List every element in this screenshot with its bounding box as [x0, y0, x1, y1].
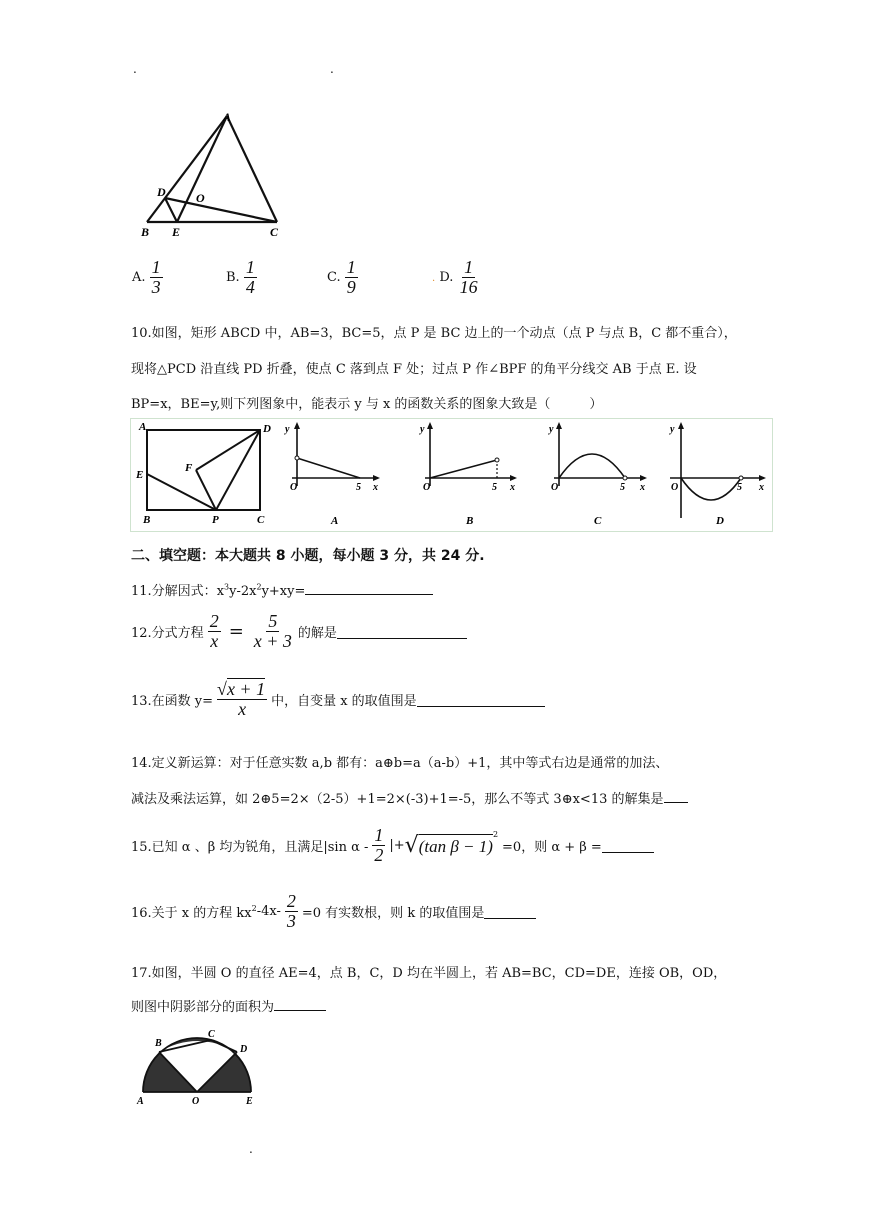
q10-graph-b: [419, 422, 517, 527]
q13: 13.在函数 y= $\frac{√x + 1}{x}$ 中，自变量 x 的取值围是: [131, 680, 545, 719]
svg-text:y: y: [285, 424, 290, 435]
q16: 16.关于 x 的方程 kx 2 -4x- $\frac{2}{3}$ =0 有实数根，则 k 的取值围是: [131, 892, 536, 931]
svg-text:B: B: [466, 515, 474, 527]
q10-figures-panel: [130, 418, 774, 532]
q17-label-C: C: [208, 1029, 215, 1040]
q17-answer-blank[interactable]: [274, 1010, 326, 1011]
q10-line2: 现将△PCD 沿直线 PD 折叠，使点 C 落到点 F 处；过点 P 作∠BPF 的角平分线交 AB 于点 E. 设: [131, 362, 697, 377]
q10-label-F: F: [185, 462, 193, 474]
section-2-header: 二、填空题：本大题共 8 小题，每小题 3 分，共 24 分.: [131, 548, 485, 564]
q9-label-C: C: [270, 225, 279, 238]
svg-text:x: x: [510, 482, 515, 493]
q10-label-E: E: [136, 469, 144, 481]
svg-text:O: O: [423, 482, 431, 493]
q10-label-B: B: [143, 514, 151, 526]
q10-label-C: C: [257, 514, 265, 526]
svg-text:x: x: [759, 482, 764, 493]
q17-label-A: A: [137, 1096, 144, 1106]
q10-graph-a: [284, 422, 380, 527]
q11-answer-blank[interactable]: [305, 594, 433, 595]
q12-answer-blank[interactable]: [337, 638, 467, 639]
svg-text:5: 5: [492, 482, 497, 493]
q13-answer-blank[interactable]: [417, 706, 545, 707]
q16-answer-blank[interactable]: [484, 918, 536, 919]
svg-text:O: O: [671, 482, 679, 493]
q9-label-O: O: [196, 191, 205, 205]
q10-label-D: D: [263, 423, 271, 435]
q14-line2: 减法及乘法运算，如 2⊕5=2×（2-5）+1=2×(-3)+1=-5，那么不等式 3⊕x<13 的解集是: [131, 788, 688, 807]
svg-text:5: 5: [620, 482, 625, 493]
q15-answer-blank[interactable]: [602, 852, 654, 853]
header-dot-right: .: [330, 62, 334, 76]
q9-label-B: B: [141, 225, 150, 238]
q17-label-O: O: [192, 1096, 200, 1106]
q9-label-E: E: [172, 225, 181, 238]
q17-label-B: B: [155, 1038, 162, 1049]
svg-text:D: D: [716, 515, 724, 527]
q11: 11.分解因式：$x^3y-2x^2y+xy=$: [131, 580, 433, 599]
svg-text:A: A: [331, 515, 339, 527]
q15: 15.已知 α 、β 均为锐角，且满足|sin α - $\frac{1}{2}$ |+ √ (tan β − 1) 2 =0，则 α + β =: [131, 826, 654, 865]
q17-label-D: D: [240, 1044, 248, 1055]
svg-text:5: 5: [356, 482, 361, 493]
q10-label-P: P: [212, 514, 219, 526]
svg-text:5: 5: [737, 482, 742, 493]
q17-label-E: E: [246, 1096, 253, 1106]
q12: 12.分式方程 $\frac{2}{x}$ = $\frac{5}{x + 3}$ 的解是: [131, 612, 467, 651]
q9-triangle-figure: [135, 108, 285, 238]
q17-line2: 则图中阴影部分的面积为: [131, 996, 326, 1015]
q10-line1: 10.如图，矩形 ABCD 中，AB=3，BC=5，点 P 是 BC 边上的一个动点（点 P 与点 B，C 都不重合），: [131, 326, 737, 341]
svg-text:y: y: [420, 424, 425, 435]
header-dot-left: .: [133, 62, 137, 76]
svg-text:y: y: [549, 424, 554, 435]
svg-text:O: O: [290, 482, 298, 493]
svg-text:C: C: [594, 515, 602, 527]
q9-label-D: D: [157, 185, 166, 199]
q17-line1: 17.如图，半圆 O 的直径 AE=4，点 B，C，D 均在半圆上，若 AB=BC，CD=DE，连接 OB，OD，: [131, 966, 727, 981]
svg-text:y: y: [670, 424, 675, 435]
q10-label-A: A: [139, 421, 147, 433]
q14-answer-blank[interactable]: [664, 802, 688, 803]
svg-text:x: x: [373, 482, 378, 493]
q9-option-b: B. $\frac{1}{4}$: [226, 257, 255, 297]
q17-semicircle-figure: [133, 1028, 263, 1106]
q9-option-c: C. $\frac{1}{9}$: [327, 257, 356, 297]
q14-line1: 14.定义新运算：对于任意实数 a,b 都有：a⊕b=a（a-b）+1，其中等式右边是通常的加法、: [131, 756, 669, 771]
svg-text:x: x: [640, 482, 645, 493]
q9-option-a: A. $\frac{1}{3}$: [132, 257, 161, 297]
svg-text:O: O: [551, 482, 559, 493]
q9-label-A: A: [223, 110, 232, 124]
q9-option-d: . D. $\frac{1}{16}$: [432, 257, 478, 297]
q10-graph-c: [548, 422, 647, 527]
q10-graph-d: [669, 422, 766, 527]
footer-dot: .: [249, 1142, 253, 1156]
q10-line3: BP=x，BE=y,则下列图象中，能表示 y 与 x 的函数关系的图象大致是（ ）: [131, 397, 603, 412]
